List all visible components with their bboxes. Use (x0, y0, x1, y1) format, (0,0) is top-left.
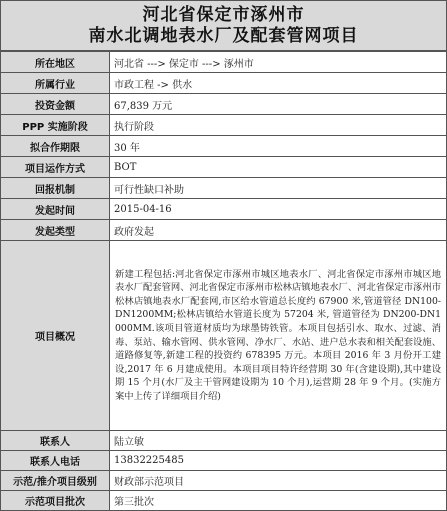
row-value: 可行性缺口补助 (110, 178, 447, 199)
row-region (1, 52, 447, 73)
overview-text: 新建工程包括:河北省保定市涿州市城区地表水厂、河北省保定市涿州市城区地表水厂配套管网、河北省保定市涿州市松林店镇地表水厂、河北省保定市涿州市松林店镇地表水厂配套网,市区给水管道总长度约 67900 米,管道管径 DN100-DN1200MM;松林店镇给水管道长度为 57204 米, 管道管径为 DN200-DN1000MM.该项目管道材质均为球墨铸铁管。本项目包括引水、取水、过滤、消毒、泵站、输水管网、供水管网、净水厂、水站、进户总水表和相关配套设施、道路修复等,新建工程的投资约 678395 万元。本项目 2016 年 3 月份开工建设,2017 年 6 月建成使用。本项目项目特许经营期 30 年(含建设期),其中建设期 15 个月(水厂及主干管网建设期为 10 个月),运营期 28 年 9 个月。(实施方案中上传了详细项目介绍) (110, 241, 447, 431)
row-label: 投资金额 (1, 94, 110, 115)
row-label: 示范/推介项目级别 (1, 471, 110, 491)
row-value: 河北省 ---> 保定市 ---> 涿州市 (110, 52, 447, 73)
row-label: 所在地区 (1, 52, 110, 73)
row-demo-batch (1, 491, 447, 511)
row-value: 第三批次 (110, 491, 447, 511)
row-operation-mode (1, 157, 447, 178)
row-value: 财政部示范项目 (110, 471, 447, 491)
row-initiation-type (1, 220, 447, 241)
row-value: 陆立敏 (110, 431, 447, 451)
row-value: 30 年 (110, 136, 447, 157)
row-label: 拟合作期限 (1, 136, 110, 157)
row-overview (1, 241, 447, 431)
row-label: PPP 实施阶段 (1, 115, 110, 136)
row-contact (1, 431, 447, 451)
row-label: 回报机制 (1, 178, 110, 199)
row-label: 示范项目批次 (1, 491, 110, 511)
row-value: 2015-04-16 (110, 199, 447, 220)
title-line-1: 河北省保定市涿州市 (142, 4, 305, 25)
row-label: 联系人电话 (1, 451, 110, 471)
row-return-mechanism (1, 178, 447, 199)
row-value: 市政工程 -> 供水 (110, 73, 447, 94)
row-value: BOT (110, 157, 447, 178)
row-ppp-stage (1, 115, 447, 136)
row-label: 项目运作方式 (1, 157, 110, 178)
row-label: 项目概况 (1, 241, 110, 431)
row-value: 13832225485 (110, 451, 447, 471)
row-label: 发起类型 (1, 220, 110, 241)
row-value: 执行阶段 (110, 115, 447, 136)
row-industry (1, 73, 447, 94)
row-value: 67,839 万元 (110, 94, 447, 115)
title-header (0, 0, 447, 51)
project-info-table (0, 51, 447, 511)
row-label: 联系人 (1, 431, 110, 451)
title-line-2: 南水北调地表水厂及配套管网项目 (88, 25, 359, 46)
row-value: 政府发起 (110, 220, 447, 241)
row-demo-level (1, 471, 447, 491)
row-term (1, 136, 447, 157)
row-label: 发起时间 (1, 199, 110, 220)
row-investment (1, 94, 447, 115)
row-initiation-date (1, 199, 447, 220)
row-label: 所属行业 (1, 73, 110, 94)
row-contact-phone (1, 451, 447, 471)
